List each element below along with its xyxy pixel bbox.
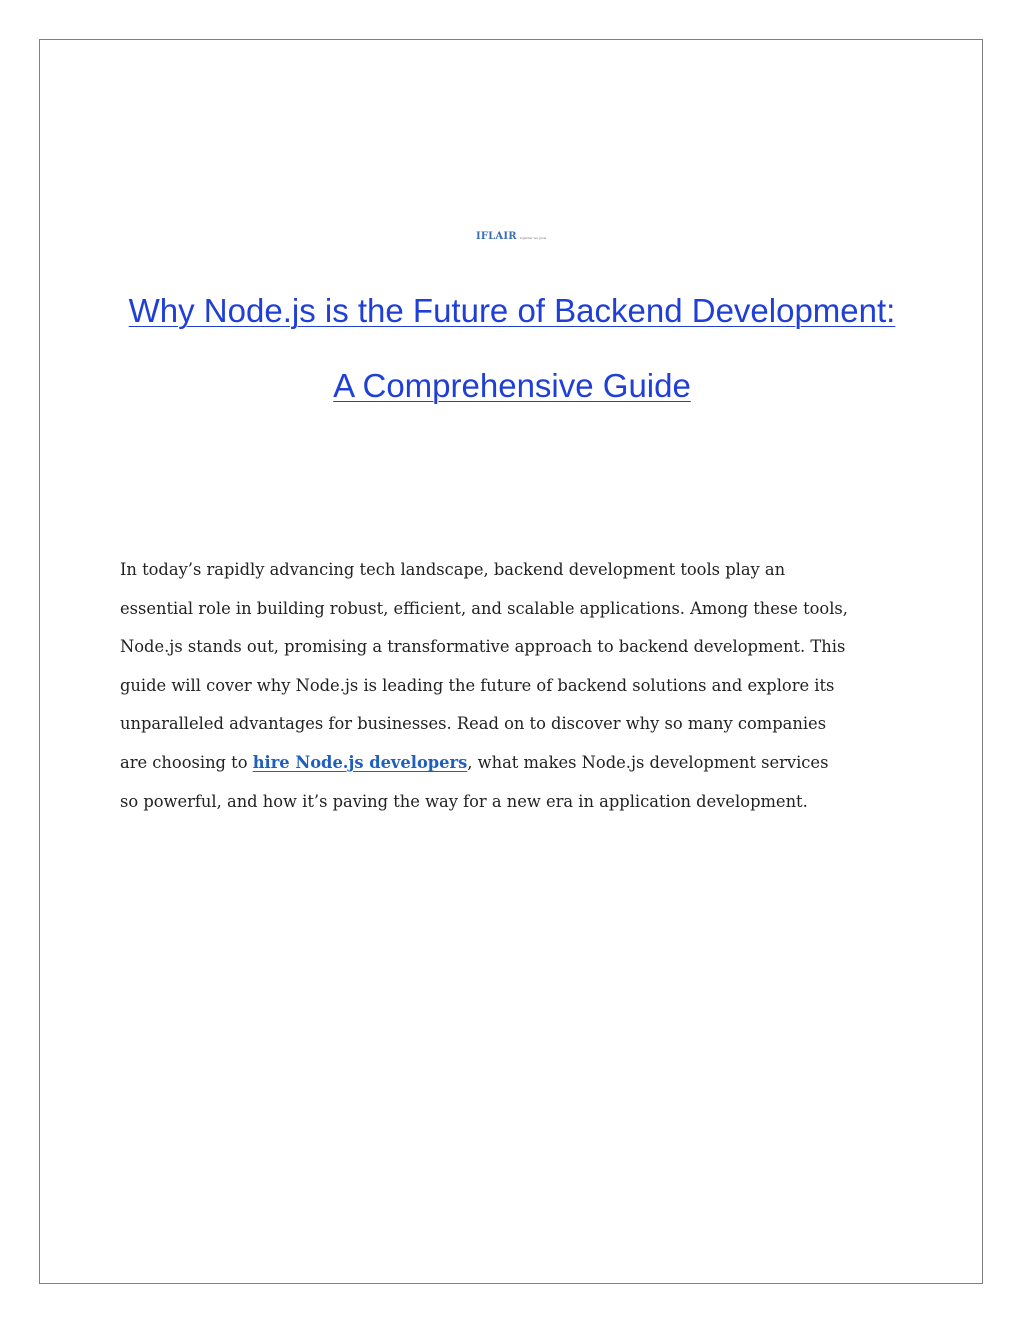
intro-line-7: so powerful, and how it’s paving the way for a new era in application development.	[120, 791, 808, 811]
intro-line-5: unparalleled advantages for businesses. Read on to discover why so many companies	[120, 714, 827, 734]
intro-line-4: guide will cover why Node.js is leading the future of backend solutions and explore its	[120, 675, 835, 695]
logo-wordmark: IFLAIR	[476, 231, 517, 242]
intro-line-1: In today’s rapidly advancing tech landscape, backend development tools play an	[120, 560, 786, 579]
intro-line-2: essential role in building robust, efficient, and scalable applications. Among these tools,	[120, 598, 848, 618]
document-title-line-2[interactable]: A Comprehensive Guide	[333, 367, 691, 404]
intro-line-6-start: are choosing to	[120, 752, 253, 772]
intro-paragraph	[120, 551, 920, 821]
document-title-line-1[interactable]: Why Node.js is the Future of Backend Development:	[128, 292, 896, 329]
company-logo	[476, 231, 546, 245]
hire-nodejs-developers-link[interactable]: hire Node.js developers	[252, 752, 468, 772]
intro-line-6	[120, 744, 920, 783]
intro-line-3: Node.js stands out, promising a transformative approach to backend development. This	[120, 637, 846, 657]
intro-line-6-end: , what makes Node.js development services	[467, 752, 829, 772]
logo-tagline: together we grow	[519, 236, 547, 240]
